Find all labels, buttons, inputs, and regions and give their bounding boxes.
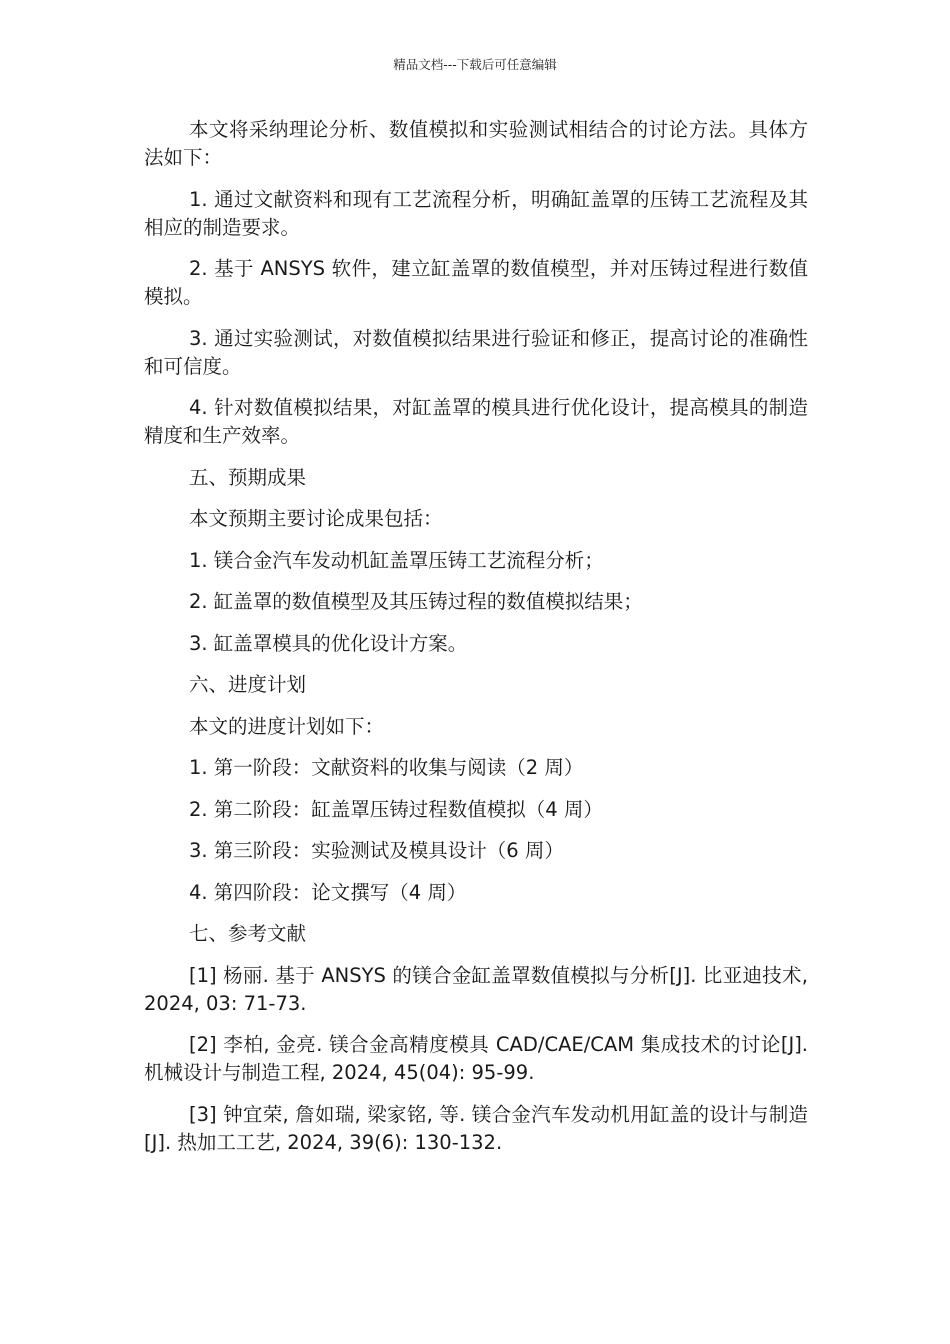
schedule-item-1: 1. 第一阶段：文献资料的收集与阅读（2 周） [189,756,584,779]
expected-result-item-2: 2. 缸盖罩的数值模型及其压铸过程的数值模拟结果； [189,590,643,613]
reference-item-2: [2] 李柏, 金亮. 镁合金高精度模具 CAD/CAE/CAM 集成技术的讨论[J]. 机械设计与制造工程, 2024, 45(04): 95-99. [144,1033,808,1084]
page-header: 精品文档---下载后可任意编辑 [393,57,557,72]
method-item-1: 1. 通过文献资料和现有工艺流程分析，明确缸盖罩的压铸工艺流程及其相应的制造要求。 [144,187,808,239]
expected-result-item-1: 1. 镁合金汽车发动机缸盖罩压铸工艺流程分析； [189,548,604,572]
section-heading-expected-results: 五、预期成果 [189,465,307,489]
section-heading-references: 七、参考文献 [189,922,307,945]
expected-results-intro: 本文预期主要讨论成果包括： [189,507,443,530]
method-intro-paragraph: 本文将采纳理论分析、数值模拟和实验测试相结合的讨论方法。具体方法如下： [144,118,808,169]
reference-item-1: [1] 杨丽. 基于 ANSYS 的镁合金缸盖罩数值模拟与分析[J]. 比亚迪技术, 2024, 03: 71-73. [144,963,808,1015]
method-item-3: 3. 通过实验测试，对数值模拟结果进行验证和修正，提高讨论的准确性和可信度。 [144,326,808,378]
schedule-item-3: 3. 第三阶段：实验测试及模具设计（6 周） [189,839,564,862]
document-body [144,116,808,1170]
reference-item-3: [3] 钟宜荣, 詹如瑞, 梁家铭, 等. 镁合金汽车发动机用缸盖的设计与制造[J]. 热加工工艺, 2024, 39(6): 130-132. [144,1102,808,1154]
expected-result-item-3: 3. 缸盖罩模具的优化设计方案。 [189,631,468,655]
section-heading-schedule: 六、进度计划 [189,673,307,696]
schedule-item-4: 4. 第四阶段：论文撰写（4 周） [189,880,467,904]
method-item-4: 4. 针对数值模拟结果，对缸盖罩的模具进行优化设计，提高模具的制造精度和生产效率。 [144,396,808,447]
schedule-intro: 本文的进度计划如下： [189,714,385,738]
schedule-item-2: 2. 第二阶段：缸盖罩压铸过程数值模拟（4 周） [189,797,603,821]
method-item-2: 2. 基于 ANSYS 软件，建立缸盖罩的数值模型，并对压铸过程进行数值模拟。 [144,257,808,308]
